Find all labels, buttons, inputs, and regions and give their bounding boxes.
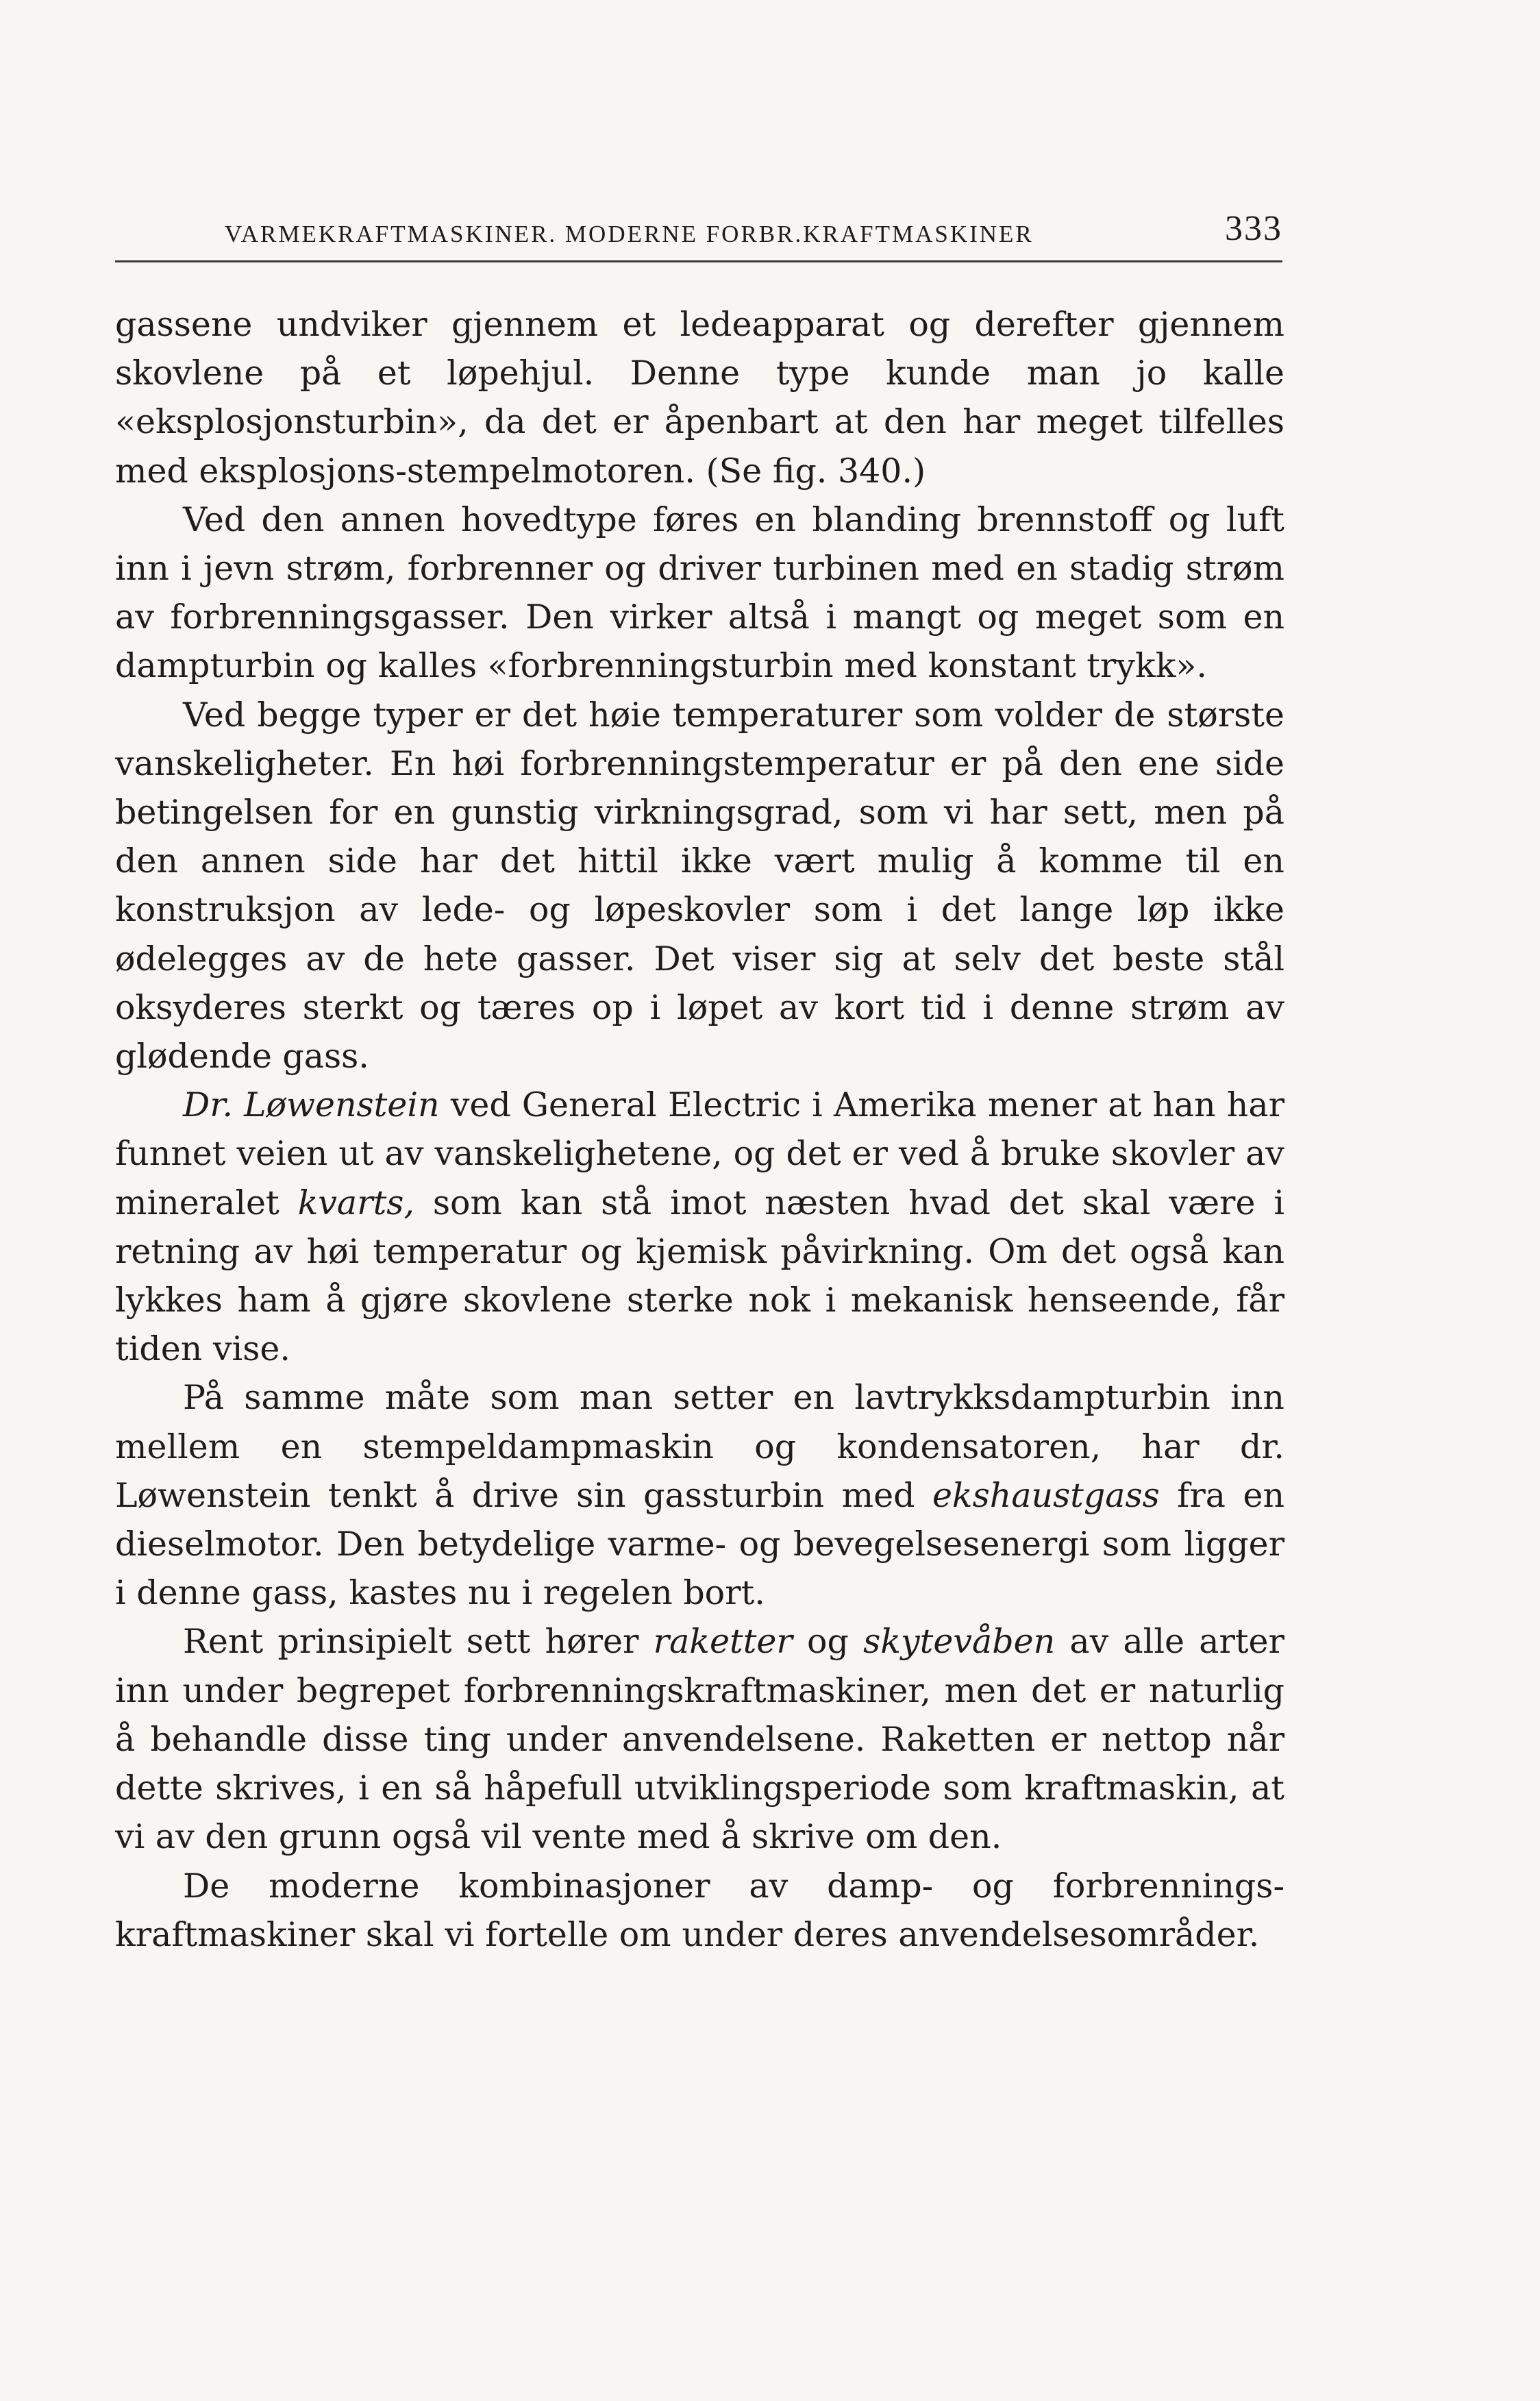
paragraph-7 [115, 1862, 1284, 1959]
body-text [115, 300, 1284, 1959]
page-header [115, 206, 1282, 262]
paragraph-5-text-a: På samme måte som man setter en lavtrykksdampturbin inn mellem en stempeldampmaskin og kondensatoren, har dr. Løwenstein tenkt å drive sin gassturbin med [115, 1378, 1284, 1515]
author-name-italic: Dr. Løwenstein [183, 1085, 440, 1125]
paragraph-1-text: gassene undviker gjennem et ledeapparat og derefter gjennem skovlene på et løpehjul. Denne type kunde man jo kalle «eksplosjonsturbin», da det er åpenbart at den har meget tilfelles med eksplosjons-stempelmotoren. (Se fig. 340.) [115, 305, 1284, 491]
paragraph-6-text-a: Rent prinsipielt sett hører [183, 1622, 654, 1662]
paragraph-4-text-b: som kan stå imot næsten hvad det skal være i retning av høi temperatur og kjemisk påvirkning. Om det også kan lykkes ham å gjøre skovlene sterke nok i mekanisk henseende, får tiden vise. [115, 1183, 1285, 1369]
paragraph-6-text-b: og [792, 1622, 864, 1662]
raketter-italic: raketter [653, 1622, 793, 1662]
paragraph-1 [115, 300, 1284, 495]
skytevaaben-italic: skytevåben [863, 1622, 1056, 1662]
paragraph-4 [115, 1081, 1284, 1373]
running-head: VARMEKRAFTMASKINER. MODERNE FORBR.KRAFTMASKINER [225, 221, 1034, 247]
paragraph-6-text-c: av alle arter inn under begrepet forbrenningskraftmaskiner, men det er naturlig å behandle disse ting under anvendelsene. Raketten er nettop når dette skrives, i en så håpefull utviklingsperiode som kraftmaskin, at vi av den grunn også vil vente med å skrive om den. [115, 1622, 1284, 1857]
paragraph-4-text-a: ved General Electric i Amerika mener at han har funnet veien ut av vanskelighetene, og det er ved å bruke skovler av mineralet [115, 1085, 1284, 1222]
paragraph-5 [115, 1373, 1284, 1617]
page-number: 333 [1225, 209, 1282, 248]
paragraph-2 [115, 495, 1284, 691]
paragraph-5-text-b: fra en dieselmotor. Den betydelige varme- og bevegelsesenergi som ligger i denne gass, kastes nu i regelen bort. [115, 1475, 1284, 1613]
paragraph-2-text: Ved den annen hovedtype føres en blanding brennstoff og luft inn i jevn strøm, forbrenner og driver turbinen med en stadig strøm av forbrenningsgasser. Den virker altså i mangt og meget som en dampturbin og kalles «forbrenningsturbin med konstant trykk». [115, 500, 1284, 686]
paragraph-7-text: De moderne kombinasjoner av damp- og forbrenningskraftmaskiner skal vi fortelle om under deres anvendelsesområder. [115, 1866, 1284, 1954]
kvarts-italic: kvarts, [297, 1183, 414, 1222]
paragraph-6 [115, 1617, 1284, 1861]
ekshaustgass-italic: ekshaustgass [932, 1475, 1160, 1515]
paragraph-3 [115, 691, 1284, 1081]
paragraph-3-text: Ved begge typer er det høie temperaturer som volder de største vanskeligheter. En høi forbrenningstemperatur er på den ene side betingelsen for en gunstig virkningsgrad, som vi har sett, men på den annen side har det hittil ikke vært mulig å komme til en konstruksjon av lede- og løpeskovler som i det lange løp ikke ødelegges av de hete gasser. Det viser sig at selv det beste stål oksyderes sterkt og tæres op i løpet av kort tid i denne strøm av glødende gass. [115, 695, 1284, 1076]
